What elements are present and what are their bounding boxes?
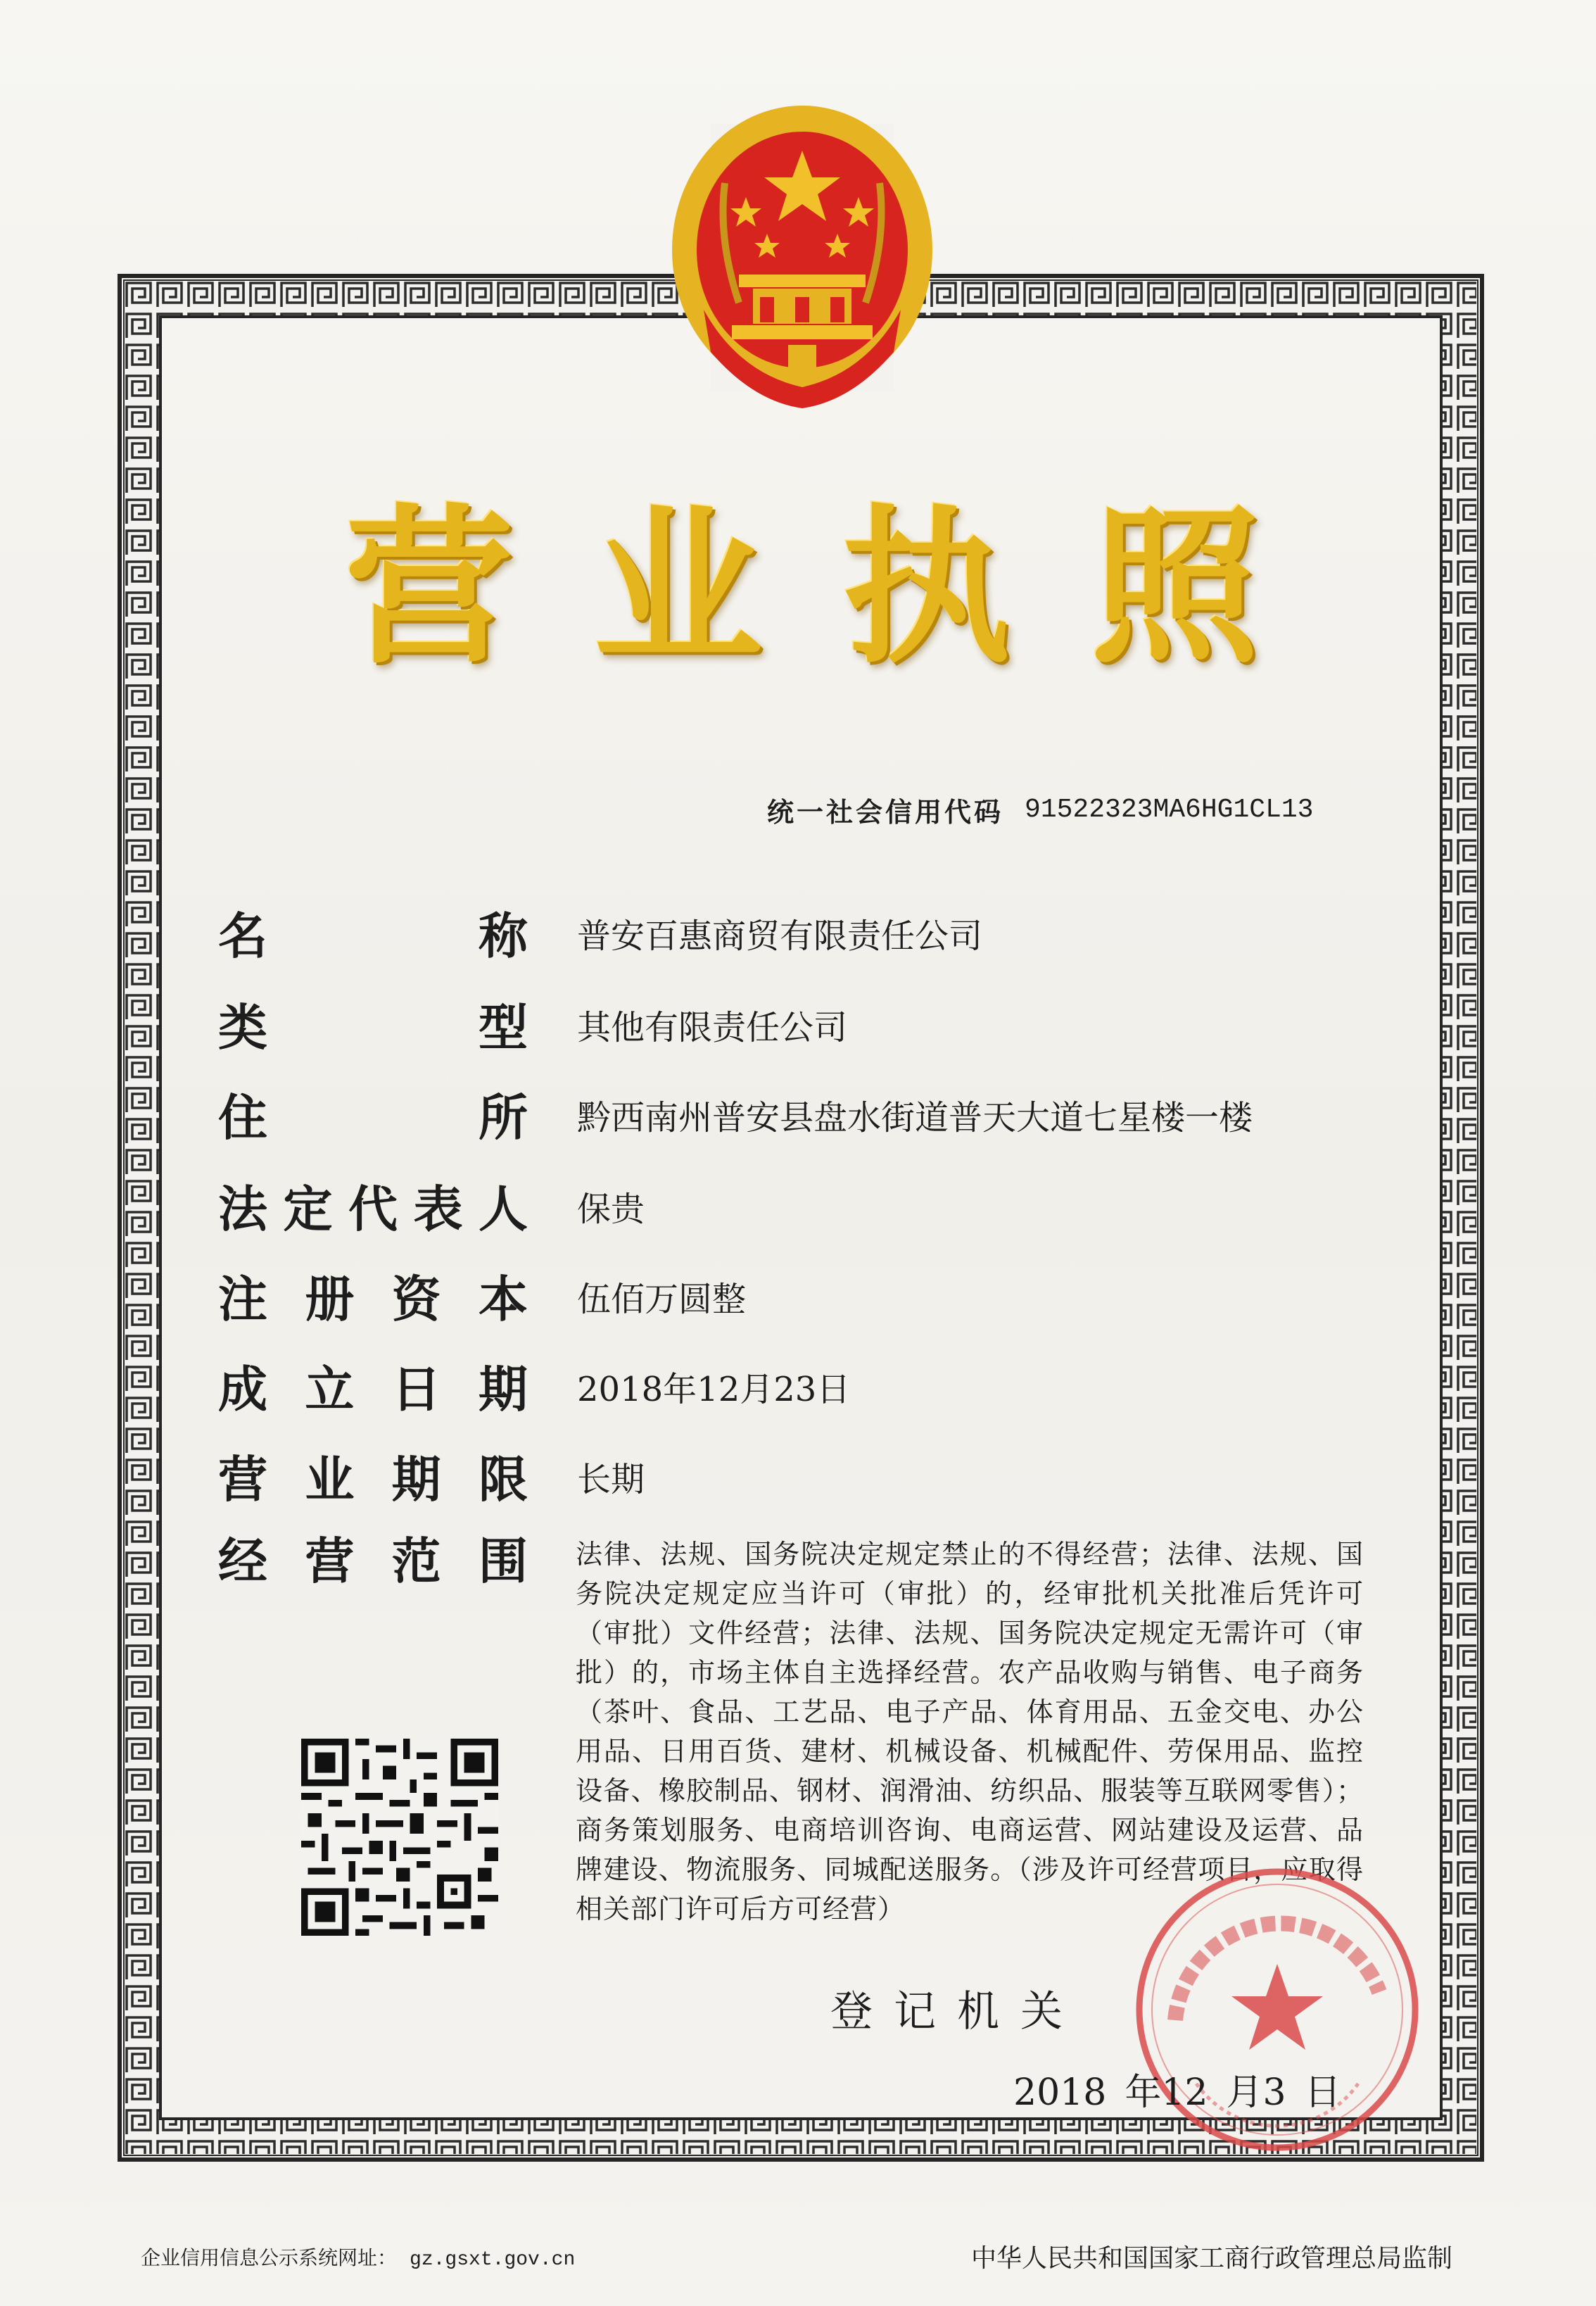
national-emblem-icon: [654, 99, 950, 422]
field-legal-representative: [218, 1181, 645, 1237]
footer-website-url[interactable]: gz.gsxt.gov.cn: [410, 2249, 576, 2271]
issue-day-char: 日: [1304, 2072, 1341, 2114]
label-char: 册: [305, 1271, 355, 1328]
label-char: 住: [218, 1089, 267, 1147]
label-char: 定: [283, 1180, 333, 1238]
field-label: [218, 1271, 528, 1328]
field-business-scope: [218, 1533, 528, 1589]
label-char: 围: [478, 1532, 528, 1590]
label-char: 人: [479, 1180, 528, 1238]
issue-month-char: 月3: [1226, 2072, 1286, 2114]
label-char: 所: [479, 1089, 528, 1147]
field-label: [218, 1181, 528, 1237]
title-char: 照: [1090, 489, 1260, 686]
footer-supervisor: 中华人民共和国国家工商行政管理总局监制: [971, 2244, 1453, 2273]
title-char: 业: [593, 489, 763, 686]
field-address: [218, 1090, 1253, 1146]
label-char: 日: [391, 1361, 441, 1418]
qr-code-icon[interactable]: [301, 1739, 498, 1936]
label-char: 名: [218, 907, 267, 965]
label-char: 范: [391, 1532, 441, 1590]
label-char: 经: [218, 1532, 267, 1590]
label-char: 资: [391, 1271, 441, 1328]
label-char: 表: [413, 1180, 463, 1238]
field-label: [218, 1451, 528, 1508]
field-value: 黔西南州普安县盘水街道普天大道七星楼一楼: [577, 1098, 1253, 1138]
issue-year-char: 年12: [1125, 2072, 1208, 2114]
field-label: [218, 1361, 528, 1418]
field-label: [218, 908, 528, 964]
field-type: [218, 1000, 847, 1056]
label-char: 期: [391, 1451, 441, 1508]
label-char: 代: [348, 1180, 398, 1238]
registry-authority-label: 登记机关: [830, 1987, 1084, 2036]
label-char: 期: [478, 1361, 528, 1418]
footer-website-label: 企业信用信息公示系统网址：: [141, 2246, 398, 2269]
label-char: 称: [479, 907, 528, 965]
field-business-term: [218, 1451, 645, 1508]
field-registered-capital: [218, 1271, 746, 1328]
field-value: 2018年12月23日: [577, 1370, 851, 1409]
official-seal-icon: [1126, 1858, 1429, 2161]
title-char: 营: [345, 489, 514, 686]
label-char: 营: [305, 1532, 355, 1590]
field-label: [218, 1000, 528, 1056]
footer-website: [141, 2243, 575, 2271]
field-value: 保贵: [577, 1190, 645, 1229]
label-char: 本: [478, 1271, 528, 1328]
label-char: 注: [218, 1271, 267, 1328]
credit-code-label: 统一社会信用代码: [767, 796, 1004, 828]
issue-date: [1013, 2062, 1341, 2115]
label-char: 立: [305, 1361, 355, 1418]
field-label: [218, 1533, 528, 1589]
field-value: 长期: [577, 1460, 645, 1499]
label-char: 业: [305, 1451, 355, 1508]
credit-code-row: [767, 788, 1313, 831]
field-label: [218, 1090, 528, 1146]
credit-code-value: 91522323MA6HG1CL13: [1025, 794, 1314, 825]
business-scope-text: 法律、法规、国务院决定规定禁止的不得经营；法律、法规、国务院决定规定应当许可（审批）的，经审批机关批准后凭许可（审批）文件经营；法律、法规、国务院决定规定无需许可（审批）的，市场主体自主选择经营。农产品收购与销售、电子商务（茶叶、食品、工艺品、电子产品、体育用品、五金交电、办公用品、日用百货、建材、机械设备、机械配件、劳保用品、监控设备、橡胶制品、钢材、润滑油、纺织品、服装等互联网零售）；商务策划服务、电商培训咨询、电商运营、网站建设及运营、品牌建设、物流服务、同城配送服务。（涉及许可经营项目，应取得相关部门许可后方可经营）: [576, 1539, 1364, 1924]
label-char: 限: [478, 1451, 528, 1508]
label-char: 类: [218, 999, 267, 1057]
certificate-title: [345, 479, 1260, 697]
field-established-date: [218, 1361, 850, 1418]
title-char: 执: [842, 489, 1011, 686]
field-name: [218, 908, 982, 964]
label-char: 成: [218, 1361, 267, 1418]
label-char: 型: [479, 999, 528, 1057]
label-char: 营: [218, 1451, 267, 1508]
field-value: 其他有限责任公司: [577, 1008, 848, 1047]
field-value: 普安百惠商贸有限责任公司: [577, 916, 983, 956]
field-value: 伍佰万圆整: [577, 1280, 747, 1319]
issue-year: 2018: [1013, 2072, 1107, 2114]
label-char: 法: [218, 1180, 267, 1238]
